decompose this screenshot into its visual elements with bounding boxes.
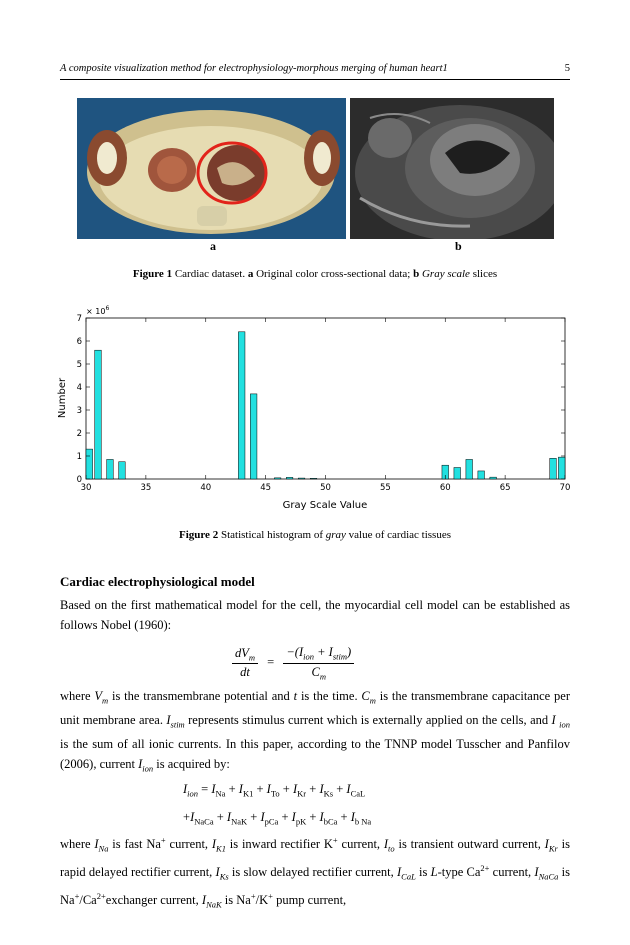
eq1-rhs-sub1: ion (303, 651, 314, 662)
paragraph-intro: Based on the first mathematical model for the cell, the myocardial cell model can be established as follows Nobel (1960): (60, 598, 570, 632)
y-tick-label: 5 (76, 360, 82, 370)
figure2-caption (60, 529, 570, 541)
header-rule (60, 79, 570, 80)
equation-ionic-current: $I_{ion} = I_{Na} + I_{K1} + I_{To} + I_{Kr} + I_{Ks} + I_{CaL}$ $+I_{NaCa} + I_{NaK} + I_{pCa} + I_{pK} + I_{bCa} + I_{b Na}$ (183, 782, 372, 826)
page-number: 5 (564, 63, 570, 74)
figure1-label-a: a (210, 239, 216, 253)
figure1-label-b: b (455, 239, 462, 253)
figure1-photo-color-cross-section (77, 98, 346, 239)
x-tick-label: 70 (559, 483, 571, 493)
figure1-caption (60, 268, 570, 280)
figure1-caption-text: slices (469, 268, 498, 280)
figure2-histogram-chart (55, 298, 575, 514)
histogram-bar (490, 477, 497, 479)
y-tick-label: 6 (76, 337, 82, 347)
histogram-bar (86, 449, 93, 479)
figure1-caption-a: a (247, 268, 254, 280)
x-tick-label: 50 (320, 483, 331, 493)
eq1-rhs-den-sub: m (319, 671, 326, 681)
equation-membrane-potential (232, 645, 354, 681)
figure1-photo-grayscale-slice (350, 98, 554, 239)
figure1-caption-b: b (413, 268, 420, 280)
figure2-caption-text: value of cardiac tissues (345, 529, 451, 541)
x-tick-label: 30 (80, 483, 92, 493)
x-tick-label: 55 (379, 483, 391, 493)
eq1-lhs-num: dV (235, 645, 249, 660)
y-scale-label: × $10^6$ (86, 305, 110, 316)
x-tick-label: 65 (499, 483, 511, 493)
eq1-lhs-num-sub: m (248, 652, 256, 663)
plot-area (86, 318, 565, 479)
histogram-bar (95, 350, 102, 479)
x-tick-label: 45 (260, 483, 272, 493)
histogram-bar (454, 468, 461, 480)
histogram-bar (250, 394, 257, 479)
y-tick-label: 4 (76, 383, 82, 393)
y-tick-label: 0 (76, 475, 82, 485)
y-tick-label: 2 (76, 429, 82, 439)
eq1-equals: = (267, 654, 275, 669)
histogram-bar (107, 459, 114, 479)
running-title: A composite visualization method for electrophysiology-morphous merging of human heart1 (60, 63, 448, 74)
figure2-caption-italic: gray (325, 529, 346, 541)
histogram-bar (310, 478, 317, 479)
y-tick-label: 3 (76, 406, 82, 416)
figure2-caption-prefix: Figure 2 (178, 529, 219, 541)
section-title: Cardiac electrophysiological model (60, 574, 255, 589)
figure1-caption-text: Original color cross-sectional data; (253, 268, 414, 280)
eq1-lhs-fraction (232, 646, 258, 681)
eq1-rhs-num: −(I (286, 645, 304, 659)
eq1-lhs-den: dt (240, 665, 250, 680)
histogram-bar (238, 332, 245, 479)
paragraph-currents: where $I_{Na}$ is fast Na+ current, $I_{K1}$ is inward rectifier K+ current, $I_{to}$ is transient outward current, $I_{Kr}$ is rapid delayed rectifier current, $I_{Ks}$ is slow delayed rectifier current, $I_{CaL}$ is L-type $Ca^{2+}$ current, $I_{NaCa}$ is $Na^+/Ca^{2+}exchanger$ current, $I_{NaK}$ is Na+/K+ pump current, (60, 835, 571, 910)
eq1-rhs-den: C (311, 664, 320, 679)
histogram-bar (466, 459, 473, 479)
x-tick-label: 40 (200, 483, 212, 493)
figure1-caption-italic: Gray scale (421, 268, 470, 280)
paragraph-definitions: where $V_m$ is the transmembrane potential and t is the time. $C_m$ is the transmembrane capacitance per unit membrane area. $I_{stim}$ represents stimulus current which is externally applied on the cells, and I $_{ion}$ is the sum of all ionic currents. In this paper, according to the TNNP model Tusscher and Panfilov (2006), current $I_{ion}$ is acquired by: (60, 689, 570, 773)
histogram-bar (550, 458, 557, 479)
x-axis-label: Gray Scale Value (282, 500, 368, 511)
x-tick-label: 35 (140, 483, 152, 493)
running-header (60, 63, 570, 74)
eq1-rhs-mid: + I (313, 645, 333, 659)
x-tick-label: 60 (439, 483, 451, 493)
eq1-rhs-end: ) (347, 645, 352, 659)
y-axis-label: Number (57, 377, 68, 419)
histogram-bar (298, 478, 305, 479)
histogram-bar (478, 471, 485, 479)
figure1-caption-text: Cardiac dataset. (172, 268, 248, 280)
figure1-caption-prefix: Figure 1 (132, 268, 173, 280)
figure2-caption-text: Statistical histogram of (218, 529, 326, 541)
y-tick-label: 1 (76, 452, 82, 462)
eq1-rhs-sub2: stim (332, 651, 348, 662)
histogram-bar (119, 462, 126, 479)
y-tick-label: 7 (76, 314, 82, 324)
histogram-bar (274, 478, 281, 479)
histogram-bar (286, 477, 293, 479)
histogram-bar (558, 457, 565, 479)
eq1-rhs-fraction (283, 645, 354, 681)
